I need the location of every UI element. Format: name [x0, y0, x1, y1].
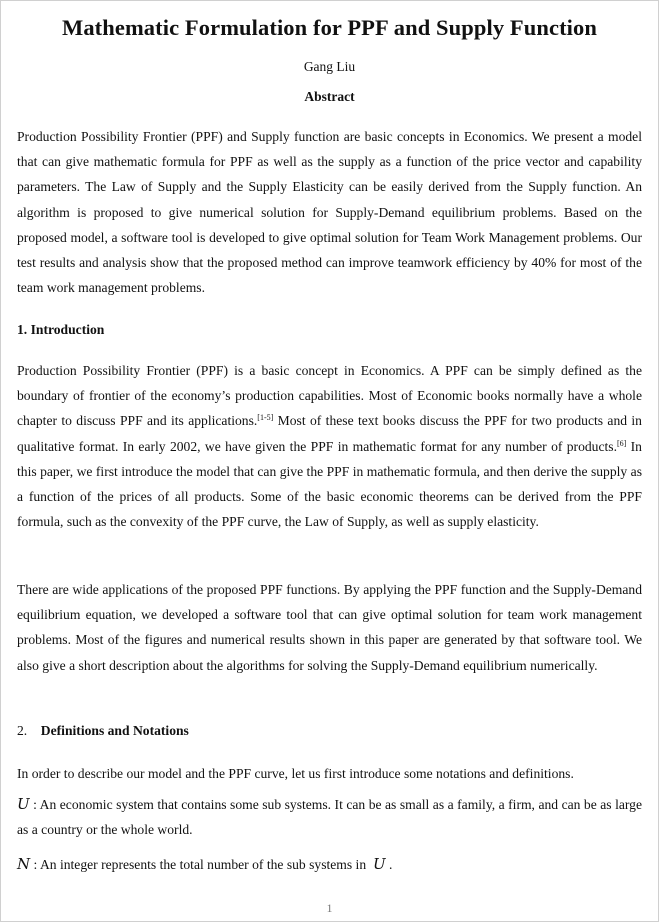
definition-n-end: .	[385, 857, 393, 872]
definitions-intro: In order to describe our model and the PPF curve, let us first introduce some notations and definitions.	[17, 766, 574, 781]
intro-p1-text-b: Most of these text books discuss the PPF for two products and in qualitative format. In early 2002, we have given the PPF in mathematic format for any number of products.	[17, 413, 642, 454]
citation-1-5: [1-5]	[257, 413, 274, 423]
intro-p1-text-c: In this paper, we first introduce the model that can give the PPF in mathematic formula, and then derive the supply as a function of the prices of all products. Some of the basic economic theorems can be derived from the PPF formula, such as the convexity of the PPF curve, the Law of Supply, as well as supply elasticity.	[17, 438, 642, 530]
definition-u-text: : An economic system that contains some sub systems. It can be as small as a family, a firm, and can be as large as a country or the whole world.	[17, 797, 642, 838]
intro-p1-text-a: Production Possibility Frontier (PPF) is a basic concept in Economics. A PPF can be simply defined as the boundary of frontier of the economy’s production capabilities. Most of Economic books normally have a whole chapter to discuss PPF and its applications.	[17, 363, 642, 429]
definition-n-text: : An integer represents the total number of the sub systems in	[30, 857, 370, 872]
definition-u	[17, 792, 642, 842]
page-number: 1	[326, 901, 333, 915]
paper-title: Mathematic Formulation for PPF and Supply Function	[61, 15, 597, 40]
abstract-text: Production Possibility Frontier (PPF) and Supply function are basic concepts in Economics. We present a model that can give mathematic formula for PPF as well as the supply as a function of the price vector and capability parameters. The Law of Supply and the Supply Elasticity can be easily derived from the Supply function. An algorithm is proposed to give numerical solution for Supply-Demand equilibrium problems. Based on the proposed model, a software tool is developed to give optimal solution for Team Work Management problems. Our test results and analysis show that the proposed method can improve teamwork efficiency by 40% for most of the team work management problems.	[17, 129, 642, 296]
abstract-heading: Abstract	[304, 89, 355, 104]
intro-paragraph-1	[17, 358, 642, 534]
intro-paragraph-2: There are wide applications of the proposed PPF functions. By applying the PPF function and the Supply-Demand equilibrium equation, we developed a software tool that can give optimal solution for team work management problems. Most of the figures and numerical results shown in this paper are generated by that software tool. We also give a short description about the algorithms for solving the Supply-Demand equilibrium numerically.	[17, 582, 642, 673]
author-name: Gang Liu	[303, 59, 356, 74]
section-2-heading	[17, 723, 189, 739]
section-2-title: Definitions and Notations	[40, 723, 189, 738]
symbol-u: U	[17, 795, 30, 813]
section-1-heading: 1. Introduction	[17, 322, 105, 337]
symbol-u-ref: U	[372, 855, 386, 873]
citation-6: [6]	[616, 438, 627, 448]
symbol-n: N	[17, 855, 31, 873]
section-2-number: 2.	[17, 723, 28, 738]
definition-n	[17, 852, 642, 877]
